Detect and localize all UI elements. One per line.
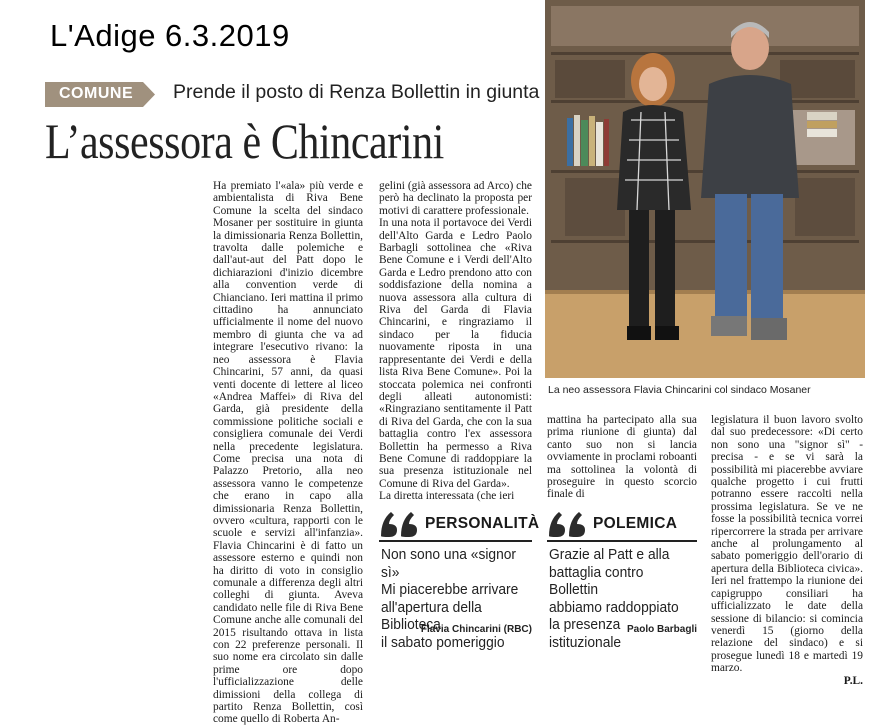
article-text: gelini (già assessora ad Arco) che però ha declinato la proposta per motivi di carattere professionale.	[379, 180, 532, 217]
article-column-1	[213, 180, 363, 726]
section-tag	[45, 82, 155, 107]
article-text: mattina ha partecipato alla sua prima riunione di giunta) dal canto suo non si lancia ovviamente in proclami roboanti ma sottolinea la volontà di proseguire in questo scorcio finale di	[547, 414, 697, 501]
article-column-3	[547, 414, 697, 501]
quote-line: la presenza istituzionale	[549, 616, 622, 651]
box-divider	[547, 540, 697, 542]
article-text: legislatura il buon lavoro svolto dal suo predecessore: «Di certo non sono una "signor sì" - precisa - e se vi sarà la possibilità mi piacerebbe avviare qualche progetto i cui frutti potranno essere raccolti nella prossima legislatura. Se ve ne fosse la possibilità tecnica vorrei ripercorrere la strada per arrivare anche al prolungamento al sabato pomeriggio dell'orario di apertura della Biblioteca civica». Ieri nel frattempo la riunione dei capigruppo consiliari ha ufficializzato le date della sessione di bilancio: si comincia venerdì 15 (giorno della relazione del sindaco) e si prosegue lunedì 18 e martedì 19 marzo.	[711, 414, 863, 675]
quote-signature: Flavia Chincarini (RBC)	[420, 624, 532, 635]
quote-signature: Paolo Barbagli	[626, 624, 697, 635]
quote-mark-icon	[547, 506, 589, 540]
article-text: In una nota il portavoce dei Verdi dell'Alto Garda e Ledro Paolo Barbagli sottolinea che «Riva Bene Comune e i Verdi dell'Alto Garda e Ledro prendono atto con soddisfazione della nomina a nuova assessora alla cultura di Riva del Garda di Flavia Chincarini, e ringraziamo il sindaco per la fiducia nuovamente riposta in una rappresentante dei Verdi e della lista Riva Bene Comune». Poi la stoccata polemica nei confronti degli alleati autonomisti: «Ringraziano sentitamente il Patt di Riva del Garda, che con la sua battaglia contro l'ex assessora Bollettin ha permesso a Riva Bene Comune di raddoppiare la sua presenza istituzionale nel Comune di Riva del Garda».	[379, 217, 532, 490]
article-text: Ha premiato l'«ala» più verde e ambientalista di Riva Bene Comune la scelta del sindaco Mosaner per sostituire in giunta la dimissionaria Renza Bollettin, travolta dalle polemiche e dall'aut-aut del Patt dopo le dichiarazioni d'inizio dicembre alla convention verde di Chianciano. Ieri mattina il primo cittadino ha annunciato ufficialmente il nome del nuovo membro di giunta che va ad integrare l'esecutivo rivano: la neo assessora è Flavia Chincarini, 57 anni, da quasi venti docente di lettere al liceo «Andrea Maffei» di Riva del Garda, già presidente della commissione politiche sociali e consigliera comunale dei Verdi nella precedente legislatura. Come precisa una nota di Palazzo Pretorio, alla neo assessora vanno le competenze che erano in capo alla dimissionaria Renza Bollettin, ovvero «cultura, rapporti con le scuole e servizi all'infanzia». Flavia Chincarini è di fatto un assessore esterno e quindi non ha diritto di voto in consiglio comunale a differenza degli altri colleghi di giunta. Aveva candidato nelle file di Riva Bene Comune anche alle comunali del 2015 risultando ottava in lista con 22 preferenze personali. Il suo nome era circolato sin dalle prime ore dopo l'ufficializzazione delle dimissioni della collega di partito Renza Bollettin, così come quello di Roberta An-	[213, 180, 363, 726]
quote-line: battaglia contro Bollettin	[549, 563, 644, 598]
quote-line: all'apertura della Biblioteca	[381, 598, 482, 633]
quote-box-polemica	[547, 506, 697, 651]
article-column-4	[711, 414, 863, 687]
box-quote-text	[549, 546, 685, 651]
box-label: PERSONALITÀ	[425, 515, 540, 532]
box-divider	[379, 540, 532, 542]
kicker: Prende il posto di Renza Bollettin in giunta	[173, 81, 540, 103]
box-label: POLEMICA	[593, 515, 678, 532]
quote-box-personalita	[379, 506, 540, 651]
author-initials: P.L.	[843, 674, 863, 687]
headline: L’assessora è Chincarini	[45, 113, 444, 169]
article-column-2	[379, 180, 532, 503]
quote-line: Mi piacerebbe arrivare	[381, 581, 519, 598]
photo-caption: La neo assessora Flavia Chincarini col sindaco Mosaner	[548, 384, 811, 396]
quote-line: il sabato pomeriggio	[381, 633, 505, 651]
quote-line: Non sono una «signor sì»	[381, 546, 517, 581]
newspaper-source-date: L'Adige 6.3.2019	[50, 18, 290, 53]
quote-mark-icon	[379, 506, 421, 540]
photo-illustration	[545, 0, 865, 378]
article-text: La diretta interessata (che ieri	[379, 490, 515, 503]
quote-line: Grazie al Patt e alla	[549, 546, 670, 563]
article-photo	[545, 0, 865, 378]
box-quote-text	[381, 546, 520, 651]
section-tag-label: COMUNE	[59, 85, 134, 102]
quote-line: abbiamo raddoppiato	[549, 598, 679, 616]
